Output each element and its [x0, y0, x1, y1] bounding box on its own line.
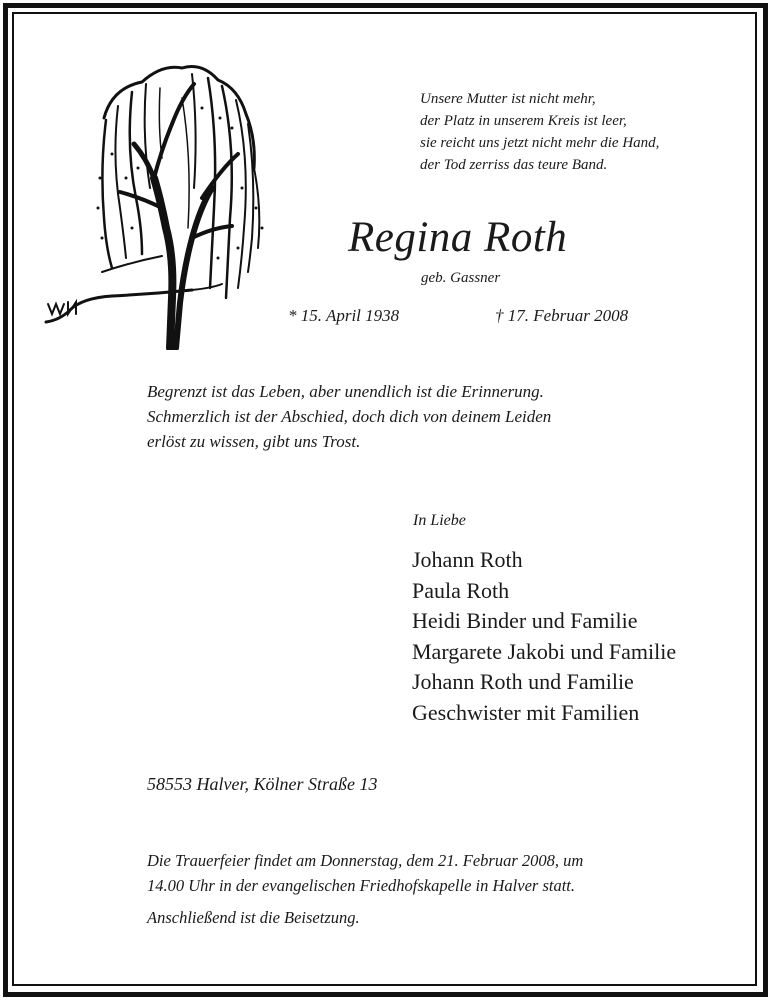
mourner: Geschwister mit Familien — [412, 699, 640, 725]
mourner: Paula Roth — [412, 577, 510, 603]
poem-line: sie reicht uns jetzt nicht mehr die Hand, — [420, 135, 660, 151]
memorial-paragraph — [147, 379, 551, 454]
deceased-name: Regina Roth — [348, 214, 568, 261]
death-date: † 17. Februar 2008 — [495, 306, 629, 325]
address: 58553 Halver, Kölner Straße 13 — [147, 774, 378, 794]
paragraph-line: erlöst zu wissen, gibt uns Trost. — [147, 432, 361, 451]
birth-name: geb. Gassner — [421, 270, 501, 286]
poem — [420, 88, 659, 176]
mourners-intro: In Liebe — [413, 512, 466, 529]
paragraph-line: Schmerzlich ist der Abschied, doch dich von deinem Leiden — [147, 407, 552, 426]
service-line: 14.00 Uhr in der evangelischen Friedhofskapelle in Halver statt. — [147, 876, 576, 895]
birth-date: * 15. April 1938 — [288, 306, 400, 325]
service-line: Die Trauerfeier findet am Donnerstag, dem 21. Februar 2008, um — [147, 851, 584, 870]
mourner: Heidi Binder und Familie — [412, 608, 638, 633]
mourner: Margarete Jakobi und Familie — [412, 638, 677, 664]
poem-line: der Platz in unserem Kreis ist leer, — [420, 113, 627, 129]
paragraph-line: Begrenzt ist das Leben, aber unendlich ist die Erinnerung. — [147, 382, 544, 401]
poem-line: der Tod zerriss das teure Band. — [420, 157, 608, 173]
mourners-list — [412, 545, 676, 728]
mourner: Johann Roth — [412, 547, 523, 572]
burial-note: Anschließend ist die Beisetzung. — [147, 908, 360, 927]
weeping-willow-icon — [42, 58, 274, 350]
service-info — [147, 848, 583, 898]
poem-line: Unsere Mutter ist nicht mehr, — [420, 91, 596, 107]
mourner: Johann Roth und Familie — [412, 669, 634, 694]
